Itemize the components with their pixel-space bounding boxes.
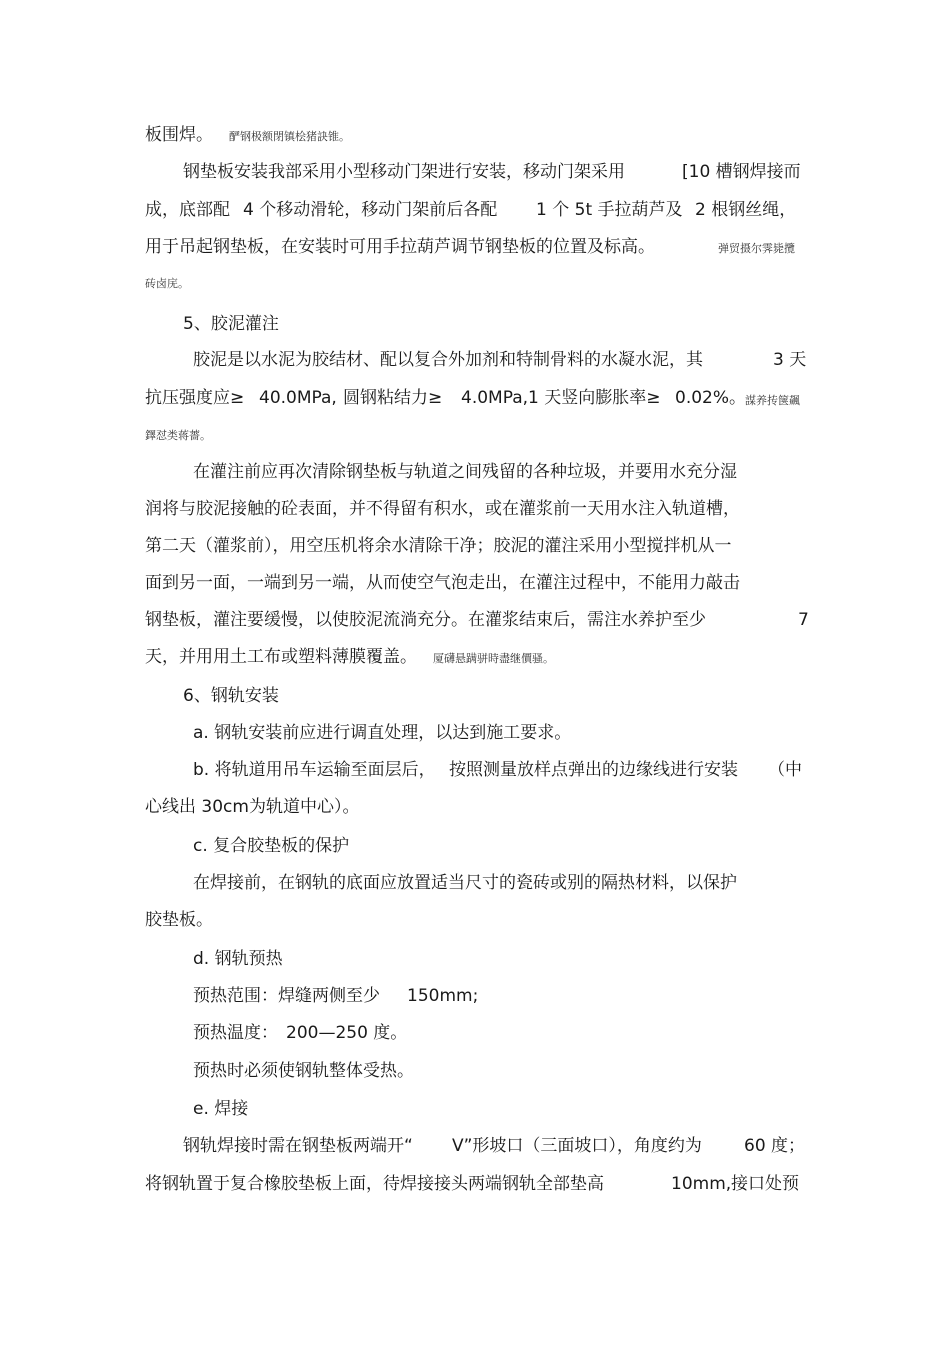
paragraph-line: 将钢轨置于复合橡胶垫板上面，待焊接接头两端钢轨全部垫高 [145,1174,604,1194]
paragraph-line: 润将与胶泥接触的砼表面，并不得留有积水，或在灌浆前一天用水注入轨道槽， [145,499,740,519]
garbled-text: 酽钢极额閉镇桧猪訣锥。 [229,130,350,143]
paragraph-line: 预热时必须使钢轨整体受热。 [193,1061,414,1081]
garbled-text: 砖卤庑。 [145,277,189,290]
paragraph-line: 2 根钢丝绳， [695,200,797,220]
paragraph-line: [10 槽钢焊接而 [682,162,801,182]
paragraph-line: 第二天（灌浆前），用空压机将余水清除干净；胶泥的灌注采用小型搅拌机从一 [145,536,732,556]
paragraph-line: 在焊接前，在钢轨的底面应放置适当尺寸的瓷砖或别的隔热材料，以保护 [193,873,737,893]
paragraph-line: a. 钢轨安装前应进行调直处理，以达到施工要求。 [193,723,572,743]
paragraph-line: （中 [768,760,802,780]
garbled-text: 鐸怼类蒋薔。 [145,429,211,442]
paragraph-line: 1 个 5t 手拉葫芦及 [536,200,683,220]
paragraph-line: 接口处预 [731,1174,799,1194]
garbled-text: 厦礴悬蹒骈時盡继價骚。 [433,652,554,665]
paragraph-line: 抗压强度应≥ [145,388,245,408]
paragraph-line: 钢垫板安装我部采用小型移动门架进行安装，移动门架采用 [183,162,625,182]
paragraph-line: 10mm, [671,1174,732,1194]
paragraph-line: V”形坡口（三面坡口），角度约为 [452,1136,702,1156]
paragraph-line [145,124,350,148]
paragraph-line: 150mm; [407,986,479,1006]
section-heading: 6、钢轨安装 [183,686,279,706]
paragraph-line: 4.0MPa,1 天竖向膨胀率≥ [461,388,661,408]
paragraph-line: 40.0MPa, [259,388,337,408]
paragraph-line: 按照测量放样点弹出的边缘线进行安装 [449,760,738,780]
paragraph-line: 圆钢粘结力≥ [343,388,443,408]
paragraph-line: 钢垫板，灌注要缓慢，以使胶泥流淌充分。在灌浆结束后，需注水养护至少 [145,610,706,630]
text: 天，并用用土工布或塑料薄膜覆盖。 [145,647,417,667]
paragraph-line: 7 [798,610,809,630]
paragraph-line: 预热范围：焊缝两侧至少 [193,986,380,1006]
paragraph-line: 4 个移动滑轮，移动门架前后各配 [243,200,498,220]
paragraph-line: 200—250 度。 [286,1023,408,1043]
paragraph-line: 成，底部配 [145,200,230,220]
subsection-heading: d. 钢轨预热 [193,949,283,969]
garbled-text: 弹贸摄尔霁毙攬 [718,242,795,255]
paragraph-line [145,646,554,670]
paragraph-line: b. 将轨道用吊车运输至面层后， [193,760,436,780]
paragraph-line: 3 天 [773,350,807,370]
paragraph-line: 胶垫板。 [145,910,213,930]
paragraph-line: 钢轨焊接时需在钢垫板两端开“ [183,1136,413,1156]
paragraph-line: 用于吊起钢垫板，在安装时可用手拉葫芦调节钢垫板的位置及标高。 [145,237,655,257]
paragraph-line: 面到另一面，一端到另一端，从而使空气泡走出，在灌注过程中，不能用力敲击 [145,573,740,593]
subsection-heading: c. 复合胶垫板的保护 [193,836,350,856]
section-heading: 5、胶泥灌注 [183,314,279,334]
subsection-heading: e. 焊接 [193,1099,249,1119]
paragraph-line: 在灌注前应再次清除钢垫板与轨道之间残留的各种垃圾，并要用水充分湿 [193,462,737,482]
paragraph-line: 0.02%。 [675,388,747,408]
garbled-text: 謀养抟箧飆 [745,394,800,407]
paragraph-line: 胶泥是以水泥为胶结材、配以复合外加剂和特制骨料的水凝水泥，其 [193,350,703,370]
paragraph-line: 心线出 30cm为轨道中心）。 [145,797,360,817]
paragraph-line: 60 度； [744,1136,806,1156]
text: 板围焊。 [145,125,213,145]
paragraph-line: 预热温度： [193,1023,278,1043]
